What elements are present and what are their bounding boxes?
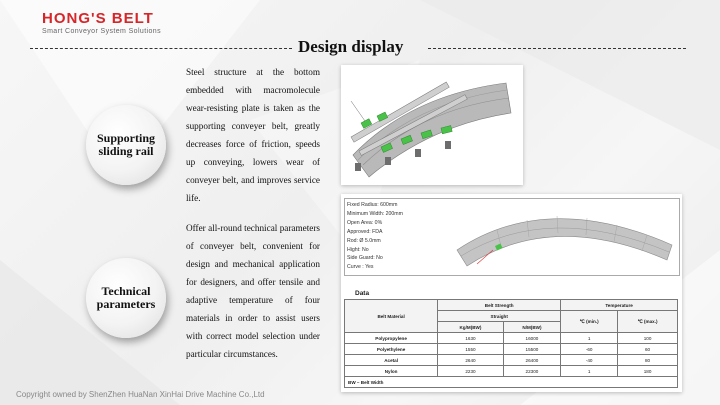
table-row	[345, 333, 678, 344]
section-description-technical-parameters: Offer all-round technical parameters of conveyer belt, convenient for design and mechanical application for designers, and offer tensile and adaptive temperature of four materials in order to assist users with correct model selection under particular circumstances.	[186, 223, 320, 359]
brand-logo	[42, 10, 161, 35]
header-belt-material: Belt Material	[345, 300, 438, 333]
cell-kg: 1630	[438, 333, 504, 344]
cell-material: Acetal	[345, 355, 438, 366]
brand-tagline: Smart Conveyor System Solutions	[42, 28, 161, 35]
cell-tmin: -40	[561, 355, 618, 366]
param-line: Open Area: 0%	[347, 219, 383, 226]
section-badge-supporting-rail	[86, 105, 166, 185]
material-data-table	[344, 299, 678, 388]
belt-rail-image	[341, 65, 523, 185]
header-temperature: Temperature	[561, 300, 678, 311]
copyright-footer: Copyright owned by ShenZhen HuaNan XinHai Drive Machine Co.,Ltd	[16, 390, 265, 399]
brand-name: HONG'S BELT	[42, 10, 154, 27]
param-line: Side Guard: No	[347, 255, 383, 262]
cell-nm: 22300	[503, 366, 560, 377]
param-line: Minimum Width: 200mm	[347, 210, 403, 217]
curved-belt-illustration	[341, 65, 523, 185]
cell-tmin: 1	[561, 366, 618, 377]
cell-tmin: -60	[561, 344, 618, 355]
cell-tmax: 80	[618, 355, 678, 366]
table-footnote: BW – Belt Width	[345, 377, 678, 388]
section-badge-technical-parameters	[86, 258, 166, 338]
header-straight: Straight	[438, 311, 561, 322]
cell-tmax: 180	[618, 366, 678, 377]
table-row	[345, 355, 678, 366]
header-temp-min: ℃ (min.)	[561, 311, 618, 333]
cell-tmax: 60	[618, 344, 678, 355]
cell-tmin: 1	[561, 333, 618, 344]
param-line: Hight: No	[347, 246, 369, 253]
cell-nm: 15500	[503, 344, 560, 355]
header-temp-max: ℃ (max.)	[618, 311, 678, 333]
cell-kg: 2640	[438, 355, 504, 366]
section-label-line2: parameters	[96, 297, 156, 311]
param-line: Curve : Yes	[347, 264, 374, 271]
param-line: Fixed Radius: 600mm	[347, 202, 398, 208]
cell-material: Polyethylene	[345, 344, 438, 355]
title-divider-left	[30, 48, 292, 49]
section-label-line1: Supporting	[96, 131, 156, 145]
table-row	[345, 344, 678, 355]
page-title: Design display	[298, 37, 404, 56]
cell-material: Polypropylene	[345, 333, 438, 344]
param-line: Rod: Ø 5.0mm	[347, 237, 381, 244]
spec-sheet-image	[341, 194, 682, 392]
cell-material: Nylon	[345, 366, 438, 377]
cell-tmax: 100	[618, 333, 678, 344]
section-description-supporting-rail: Steel structure at the bottom embedded with macromolecule wear-resisting plate is taken as the supporting conveyer belt, greatly decreases force of friction, speeds up conveying, lowers wear of conveyer belt, and improves service life.	[186, 67, 320, 203]
cell-nm: 16000	[503, 333, 560, 344]
data-heading: Data	[355, 290, 370, 297]
header-belt-strength: Belt Strength	[438, 300, 561, 311]
cell-kg: 2230	[438, 366, 504, 377]
header-kg: Kg/M(BW)	[438, 322, 504, 333]
header-nm: N/M(BW)	[503, 322, 560, 333]
title-divider-right	[428, 48, 686, 49]
section-label-line2: sliding rail	[98, 144, 154, 158]
cell-kg: 1550	[438, 344, 504, 355]
curved-belt-top-view	[437, 200, 677, 274]
cell-nm: 26400	[503, 355, 560, 366]
section-label-line1: Technical	[101, 284, 151, 298]
param-line: Approved: FDA	[347, 228, 383, 235]
table-row	[345, 366, 678, 377]
